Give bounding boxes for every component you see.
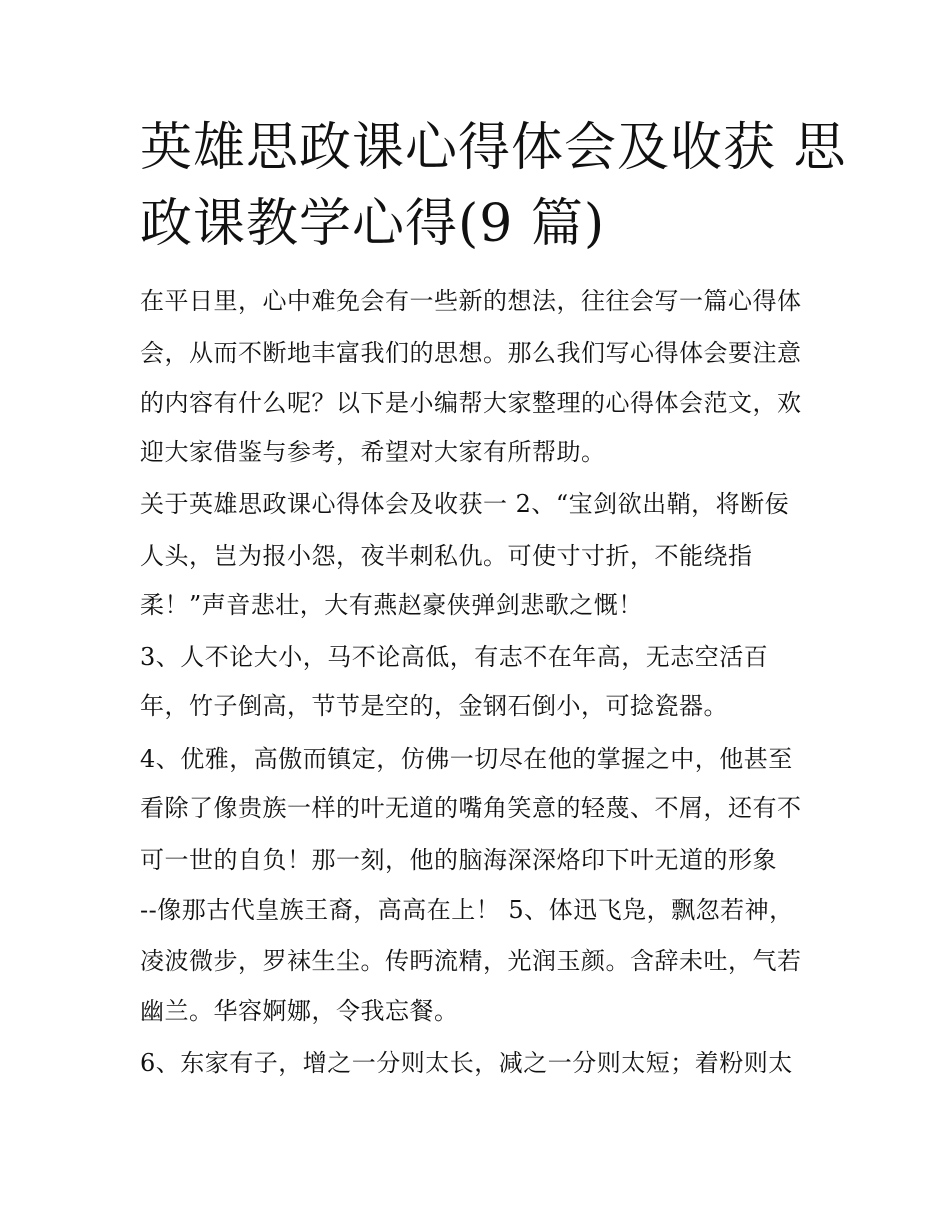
body-line: 幽兰。华容婀娜，令我忘餐。 (140, 997, 459, 1025)
body-line: 年，竹子倒高，节节是空的，金钢石倒小，可捻瓷器。 (140, 692, 728, 720)
body-line: 可一世的自负！那一刻，他的脑海深深烙印下叶无道的形象 (140, 846, 777, 874)
body-line: 会，从而不断地丰富我们的思想。那么我们写心得体会要注意 (140, 339, 802, 367)
body-line: 在平日里，心中难免会有一些新的想法，往往会写一篇心得体 (140, 287, 802, 315)
body-line: 的内容有什么呢？以下是小编帮大家整理的心得体会范文，欢 (140, 389, 802, 417)
body-line: 看除了像贵族一样的叶无道的嘴角笑意的轻蔑、不屑，还有不 (140, 794, 802, 822)
body-line: 关于英雄思政课心得体会及收获一 2、“宝剑欲出鞘，将断佞 (140, 490, 790, 518)
body-line: 柔！”声音悲壮，大有燕赵豪侠弹剑悲歌之慨！ (140, 591, 643, 619)
body-line: 3、人不论大小，马不论高低，有志不在年高，无志空活百 (140, 643, 769, 671)
body-line: --像那古代皇族王裔，高高在上！ 5、体迅飞凫，飘忽若神， (140, 896, 794, 924)
body-line: 人头，岂为报小怨，夜半刺私仇。可使寸寸折，不能绕指 (140, 542, 753, 570)
body-line: 迎大家借鉴与参考，希望对大家有所帮助。 (140, 438, 606, 466)
document-title-line-1: 英雄思政课心得体会及收获 思 (140, 118, 847, 178)
body-line: 4、优雅，高傲而镇定，仿佛一切尽在他的掌握之中，他甚至 (140, 745, 793, 773)
body-line: 6、东家有子，增之一分则太长，减之一分则太短；着粉则太 (140, 1049, 793, 1077)
document-title-line-2: 政课教学心得(9 篇) (140, 194, 606, 254)
body-line: 凌波微步，罗袜生尘。传眄流精，光润玉颜。含辞未吐，气若 (140, 947, 802, 975)
